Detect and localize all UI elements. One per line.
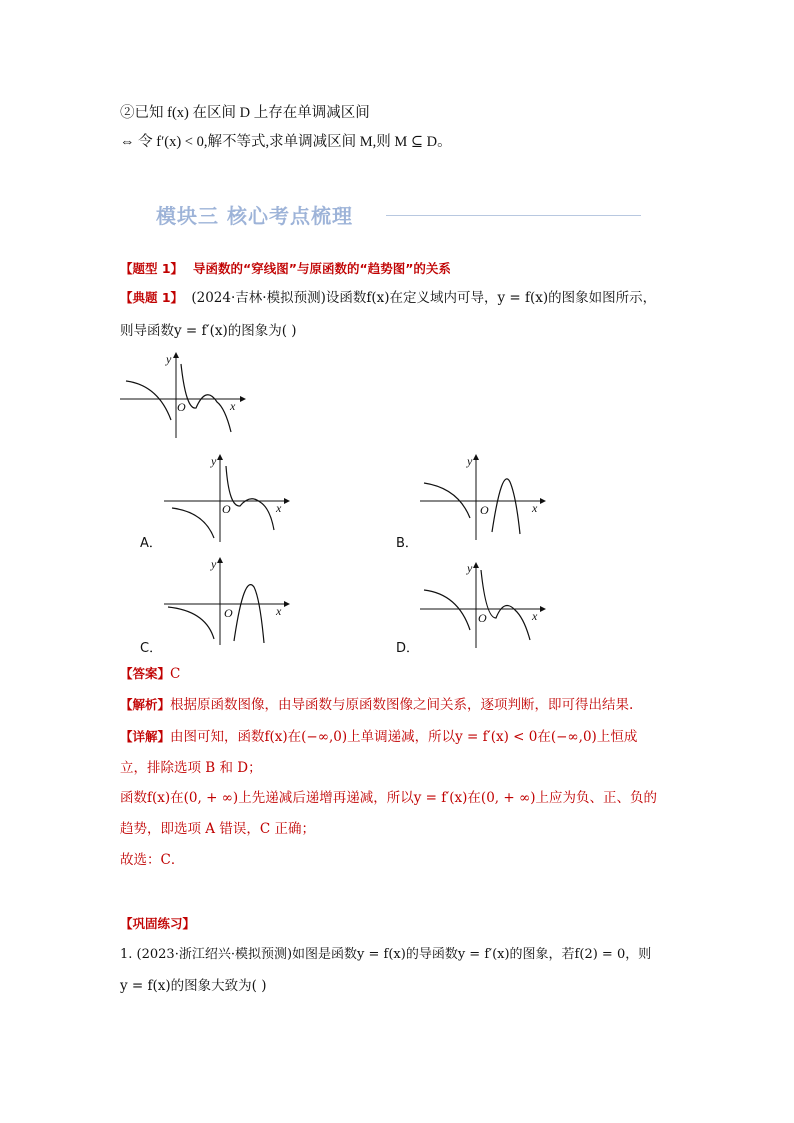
topic-heading [120,258,451,280]
answer-line [120,663,180,685]
y-axis-arrow [173,352,179,358]
module-divider [386,215,641,216]
x-axis-arrow [240,396,246,402]
analysis-line [120,694,633,716]
analysis-tag: 【解析】 [120,697,171,712]
option-a-origin-label: O [222,502,231,516]
condition-line-1: ②已知 f(x) 在区间 D 上存在单调减区间 [120,105,370,121]
example-text-1: (2024·吉林·模拟预测)设函数f(x)在定义域内可导，y = f(x)的图象如图所示， [191,290,657,306]
option-c-y-label: y [211,557,217,571]
detail-line-4: 趋势，即选项 A 错误，C 正确； [120,821,315,837]
option-d-label[interactable]: D． [396,641,420,656]
curve-left-branch [126,381,171,420]
option-b-label[interactable]: B． [396,536,418,551]
option-b-graph [418,452,548,544]
option-d-origin-label: O [478,611,487,625]
option-a-label[interactable]: A． [140,536,162,551]
example-line-1 [120,287,656,309]
detail-line-2: 立，排除选项 B 和 D； [120,760,262,776]
option-b-origin-label: O [480,503,489,517]
option-d-graph [418,560,548,652]
detail-tag: 【详解】 [120,729,171,744]
topic-text: 导函数的“穿线图”与原函数的“趋势图”的关系 [193,261,451,276]
practice-line-1: 1. (2023·浙江绍兴·模拟预测)如图是函数y = f(x)的导函数y = f′(x)的图象，若f(2) = 0，则 [120,947,652,962]
option-c-origin-label: O [224,606,233,620]
option-b-y-label: y [467,454,473,468]
option-c-graph [162,555,292,647]
option-a-x-label: x [276,501,282,515]
y-axis-label: y [166,352,172,366]
analysis-text: 根据原函数图像，由导函数与原函数图像之间关系，逐项判断，即可得出结果. [170,697,634,713]
curve-right-branch [181,364,231,432]
detail-line-3: 函数f(x)在(0, + ∞)上先递减后递增再递减，所以y = f′(x)在(0, + ∞)上应为负、正、负的 [120,790,657,806]
module-title: 模块三 核心考点梳理 [156,204,353,228]
detail-line-5: 故选：C． [120,852,185,868]
detail-line-1 [120,726,637,748]
condition-line-2: ⇔ 令 f′(x) < 0,解不等式,求单调减区间 M,则 M ⊆ D。 [120,134,452,150]
practice-heading: 【巩固练习】 [120,916,196,931]
option-d-y-label: y [467,561,473,575]
example-line-2: 则导函数y = f′(x)的图象为( ) [120,323,297,339]
example-tag: 【典题 1】 [120,290,184,305]
option-b-x-label: x [532,501,538,515]
option-a-graph [162,452,292,544]
answer-value: C [170,666,181,682]
x-axis-label: x [230,399,236,413]
option-a-y-label: y [211,454,217,468]
option-d-x-label: x [532,609,538,623]
origin-label: O [177,400,186,414]
answer-tag: 【答案】 [120,666,171,681]
original-function-graph [118,350,248,442]
detail-text-1: 由图可知，函数f(x)在(−∞,0)上单调递减，所以y = f′(x) < 0在(−∞,0)上恒成 [170,729,638,745]
topic-tag: 【题型 1】 [120,261,184,276]
option-c-label[interactable]: C． [140,641,163,656]
practice-line-2: y = f(x)的图象大致为( ) [120,978,267,994]
option-c-x-label: x [276,604,282,618]
